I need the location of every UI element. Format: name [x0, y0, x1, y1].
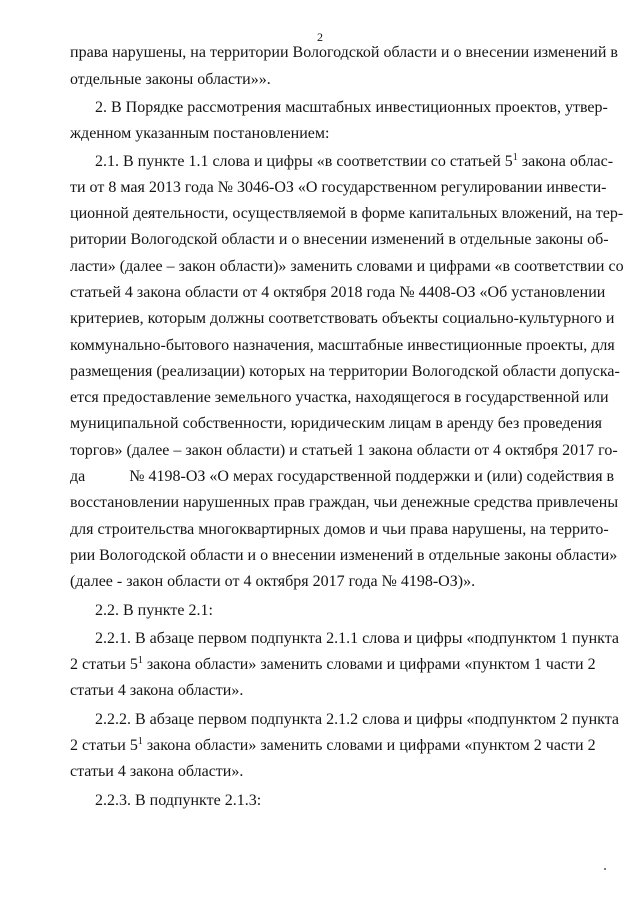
text-fragment: 2 статьи 5: [70, 656, 138, 673]
text-fragment: закона области» заменить словами и цифрами «пунктом 1 части 2: [146, 656, 596, 673]
text-line: для строительства многоквартирных домов и чьи права нарушены, на террито-: [70, 521, 609, 538]
text-line: статьи 4 закона области».: [70, 763, 244, 780]
text-line: жденном указанным постановлением:: [70, 125, 330, 142]
superscript: 1: [137, 736, 143, 747]
text-line: ционной деятельности, осуществляемой в форме капитальных вложений, на тер-: [70, 205, 624, 222]
text-fragment: № 4198-ОЗ «О мерах государственной поддержки и (или) содействия в: [129, 468, 615, 485]
text-line: [70, 655, 596, 674]
paragraph-first-line: 2.2.2. В абзаце первом подпункта 2.1.2 слова и цифры «подпунктом 2 пункта: [95, 711, 619, 728]
paragraph-first-line: 2.2.1. В абзаце первом подпункта 2.1.1 слова и цифры «подпунктом 1 пункта: [95, 630, 619, 647]
text-line: (далее - закон области от 4 октября 2017 года № 4198-ОЗ)».: [70, 573, 476, 590]
text-line: размещения (реализации) которых на территории Вологодской области допуска-: [70, 363, 620, 380]
page-number: 2: [317, 30, 323, 44]
text-fragment: 2 статьи 5: [70, 737, 138, 754]
text-line: [70, 468, 614, 486]
text-line: коммунально-бытового назначения, масштабные инвестиционные проекты, для: [70, 337, 615, 354]
text-line: критериев, которым должны соответствовать объекты социально-культурного и: [70, 310, 615, 327]
text-fragment: 2.1. В пункте 1.1 слова и цифры «в соответствии со статьей 5: [95, 153, 513, 170]
paragraph-first-line: 2.2.3. В подпункте 2.1.3:: [95, 792, 262, 809]
text-line: ется предоставление земельного участка, находящегося в государственной или: [70, 389, 609, 406]
scan-speck: [604, 868, 606, 870]
text-line: [70, 736, 596, 755]
text-line: ти от 8 мая 2013 года № 3046-ОЗ «О государственном регулировании инвести-: [70, 179, 607, 196]
text-line: ласти» (далее – закон области)» заменить словами и цифрами «в соответствии со: [70, 258, 624, 275]
text-fragment: закона облас-: [521, 153, 614, 170]
text-line: торгов» (далее – закон области) и статьей 1 закона области от 4 октября 2017 го-: [70, 442, 618, 459]
text-line: статьи 4 закона области».: [70, 682, 244, 699]
paragraph-first-line: 2.2. В пункте 2.1:: [95, 602, 213, 619]
text-fragment: закона области» заменить словами и цифрами «пунктом 2 части 2: [146, 737, 596, 754]
paragraph-first-line: [95, 152, 614, 171]
text-line: отдельные законы области»».: [70, 71, 271, 88]
superscript: 1: [137, 655, 143, 666]
superscript: 1: [512, 152, 518, 163]
text-line: восстановлении нарушенных прав граждан, чьи денежные средства привлечены: [70, 494, 619, 511]
paragraph-first-line: 2. В Порядке рассмотрения масштабных инвестиционных проектов, утвер-: [95, 99, 608, 116]
text-line: статьей 4 закона области от 4 октября 2018 года № 4408-ОЗ «Об установлении: [70, 284, 606, 301]
text-line: рии Вологодской области и о внесении изменений в отдельные законы области»: [70, 547, 618, 564]
text-line: права нарушены, на территории Вологодской области и о внесении изменений в: [70, 44, 618, 61]
text-fragment: да: [70, 468, 86, 485]
text-line: ритории Вологодской области и о внесении изменений в отдельные законы об-: [70, 231, 609, 248]
text-line: муниципальной собственности, юридическим лицам в аренду без проведения: [70, 415, 602, 432]
